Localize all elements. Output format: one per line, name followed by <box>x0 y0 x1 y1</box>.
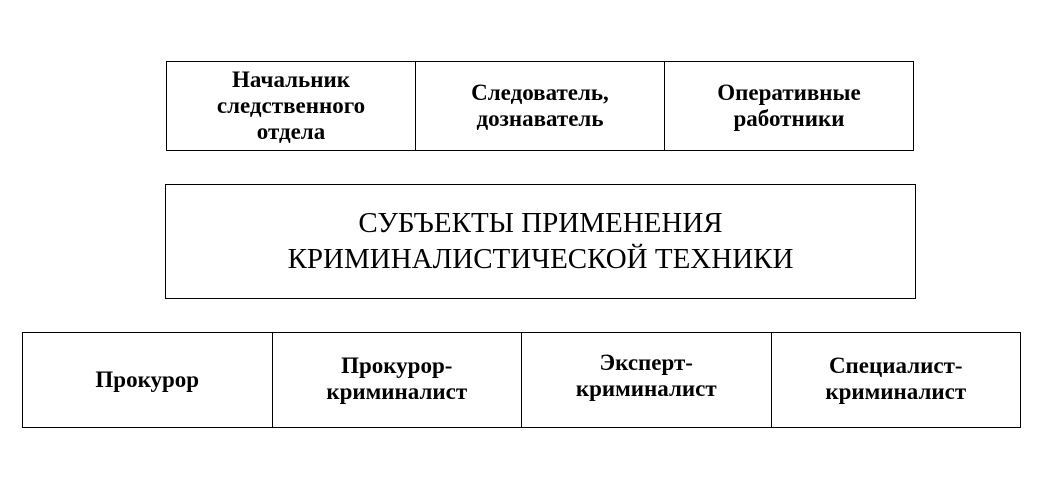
box-label: Начальник следственного отдела <box>216 67 366 144</box>
box-label: Прокурор- криминалист <box>326 353 468 404</box>
bottom-row-boxes <box>22 332 1021 428</box>
box-label: Оперативные работники <box>717 80 861 131</box>
box-prosecutor-criminalist <box>272 333 522 427</box>
central-concept-title: СУБЪЕКТЫ ПРИМЕНЕНИЯ КРИМИНАЛИСТИЧЕСКОЙ ТЕХНИКИ <box>287 207 794 275</box>
box-label: Эксперт- криминалист <box>575 350 717 401</box>
box-label: Прокурор <box>95 367 200 393</box>
box-label: Специалист- криминалист <box>825 353 967 404</box>
box-specialist-criminalist <box>771 333 1021 427</box>
top-row-boxes <box>166 61 914 151</box>
central-concept-box <box>165 184 916 299</box>
box-operative-officers <box>664 62 913 150</box>
box-prosecutor <box>23 333 272 427</box>
box-expert-criminalist <box>521 333 771 427</box>
box-label: Следователь, дознаватель <box>471 80 609 131</box>
box-investigator-inquirer <box>415 62 664 150</box>
box-head-of-investigation-department <box>167 62 415 150</box>
